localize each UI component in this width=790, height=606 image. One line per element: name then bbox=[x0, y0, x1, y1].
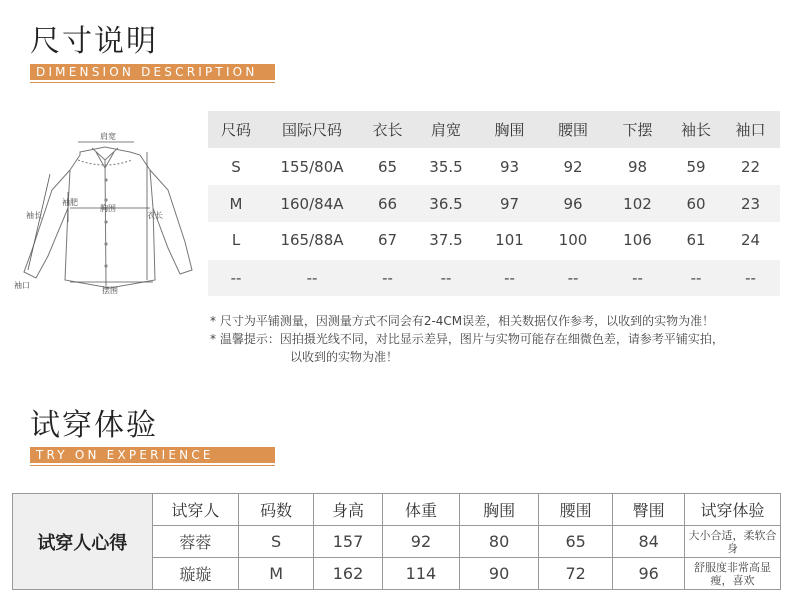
size-section-rule bbox=[30, 82, 275, 83]
size-cell: 96 bbox=[542, 185, 604, 222]
size-cell: 22 bbox=[740, 157, 761, 176]
try-section-title: 试穿体验 bbox=[30, 408, 158, 443]
size-table-header: 袖口 bbox=[721, 111, 780, 148]
size-cell: 23 bbox=[721, 185, 780, 222]
size-table-row bbox=[208, 222, 780, 259]
diagram-label-shoulder: 肩宽 bbox=[100, 132, 116, 141]
size-cell: M bbox=[208, 185, 264, 222]
diagram-label-chest: 胸围 bbox=[100, 204, 116, 213]
try-cell: 蓉蓉 bbox=[152, 526, 238, 558]
try-on-table bbox=[12, 493, 781, 590]
try-cell: 157 bbox=[314, 526, 383, 558]
size-table-header: 衣长 bbox=[360, 111, 415, 148]
size-cell: 60 bbox=[671, 185, 721, 222]
size-cell: 165/88A bbox=[264, 222, 360, 259]
try-cell: 72 bbox=[539, 558, 613, 590]
size-cell: 24 bbox=[721, 222, 780, 259]
size-cell: -- bbox=[542, 259, 604, 296]
try-cell: 65 bbox=[539, 526, 613, 558]
size-cell: 101 bbox=[477, 222, 542, 259]
size-table-header: 腰围 bbox=[542, 111, 604, 148]
try-table-header: 臀围 bbox=[613, 494, 685, 526]
size-cell: 98 bbox=[627, 157, 648, 176]
size-cell: -- bbox=[360, 259, 415, 296]
size-cell: 61 bbox=[671, 222, 721, 259]
size-cell: 100 bbox=[542, 222, 604, 259]
size-cell: 66 bbox=[360, 185, 415, 222]
size-cell: -- bbox=[415, 259, 477, 296]
diagram-label-length: 衣长 bbox=[147, 211, 163, 220]
size-cell: 59 bbox=[686, 157, 706, 176]
diagram-label-sleeve: 袖长 bbox=[26, 211, 42, 220]
size-cell: 155/80A bbox=[280, 157, 344, 176]
size-cell: -- bbox=[208, 259, 264, 296]
try-experience-cell: 舒服度非常高显瘦，喜欢 bbox=[685, 558, 781, 590]
diagram-label-armhole: 袖肥 bbox=[62, 198, 78, 207]
size-table-header-row bbox=[208, 111, 780, 148]
size-cell: 102 bbox=[604, 185, 671, 222]
try-cell: M bbox=[239, 558, 314, 590]
try-cell: 璇璇 bbox=[152, 558, 238, 590]
size-cell: 65 bbox=[377, 157, 398, 176]
try-cell: 92 bbox=[382, 526, 459, 558]
size-cell: 93 bbox=[499, 157, 520, 176]
size-cell: -- bbox=[477, 259, 542, 296]
try-cell: 90 bbox=[460, 558, 539, 590]
size-cell: -- bbox=[671, 259, 721, 296]
size-cell: -- bbox=[264, 259, 360, 296]
diagram-label-hem: 摆围 bbox=[102, 286, 118, 295]
try-table-lead-label: 试穿人心得 bbox=[13, 494, 153, 590]
size-table-header: 下摆 bbox=[604, 111, 671, 148]
try-cell: 84 bbox=[613, 526, 685, 558]
try-table-header: 试穿体验 bbox=[685, 494, 781, 526]
size-cell: 97 bbox=[477, 185, 542, 222]
size-table-header: 肩宽 bbox=[415, 111, 477, 148]
note-line: 以收到的实物为准！ bbox=[290, 350, 399, 364]
size-table-header: 袖长 bbox=[671, 111, 721, 148]
size-cell: 67 bbox=[360, 222, 415, 259]
size-cell: -- bbox=[604, 259, 671, 296]
size-table-row bbox=[208, 185, 780, 222]
try-cell: 96 bbox=[613, 558, 685, 590]
try-cell: 114 bbox=[382, 558, 459, 590]
size-cell: 35.5 bbox=[429, 157, 463, 176]
size-table-header: 胸围 bbox=[477, 111, 542, 148]
measurement-notes bbox=[210, 312, 724, 366]
try-cell: 80 bbox=[460, 526, 539, 558]
try-table-header: 体重 bbox=[382, 494, 459, 526]
size-section-subtitle: DIMENSION DESCRIPTION bbox=[30, 64, 275, 80]
try-table-header-row bbox=[13, 494, 781, 526]
try-table-header: 码数 bbox=[239, 494, 314, 526]
size-table-header: 国际尺码 bbox=[264, 111, 360, 148]
try-table-header: 身高 bbox=[314, 494, 383, 526]
shirt-measurement-diagram bbox=[10, 130, 205, 300]
try-cell: S bbox=[239, 526, 314, 558]
size-cell: -- bbox=[721, 259, 780, 296]
size-table-row bbox=[208, 148, 780, 185]
try-section-subtitle: TRY ON EXPERIENCE bbox=[30, 447, 275, 463]
note-line: * 尺寸为平铺测量，因测量方式不同会有2-4CM误差，相关数据仅作参考，以收到的实物为准！ bbox=[210, 314, 715, 328]
size-chart-table bbox=[208, 111, 780, 296]
size-cell: 37.5 bbox=[415, 222, 477, 259]
size-cell: 36.5 bbox=[415, 185, 477, 222]
size-cell: L bbox=[208, 222, 264, 259]
try-experience-cell: 大小合适，柔软合身 bbox=[685, 526, 781, 558]
note-line: * 温馨提示：因拍摄光线不同，对比显示差异，图片与实物可能存在细微色差，请参考平铺实拍， bbox=[210, 332, 724, 346]
try-section-rule bbox=[30, 465, 275, 466]
diagram-label-cuff: 袖口 bbox=[14, 281, 30, 290]
size-cell: 160/84A bbox=[264, 185, 360, 222]
size-cell: S bbox=[231, 157, 241, 176]
try-cell: 162 bbox=[314, 558, 383, 590]
try-table-header: 腰围 bbox=[539, 494, 613, 526]
size-cell: 106 bbox=[604, 222, 671, 259]
size-section-title: 尺寸说明 bbox=[30, 24, 158, 59]
try-table-header: 胸围 bbox=[460, 494, 539, 526]
size-table-header: 尺码 bbox=[208, 111, 264, 148]
try-table-header: 试穿人 bbox=[152, 494, 238, 526]
size-table-row bbox=[208, 259, 780, 296]
size-cell: 92 bbox=[563, 157, 583, 176]
